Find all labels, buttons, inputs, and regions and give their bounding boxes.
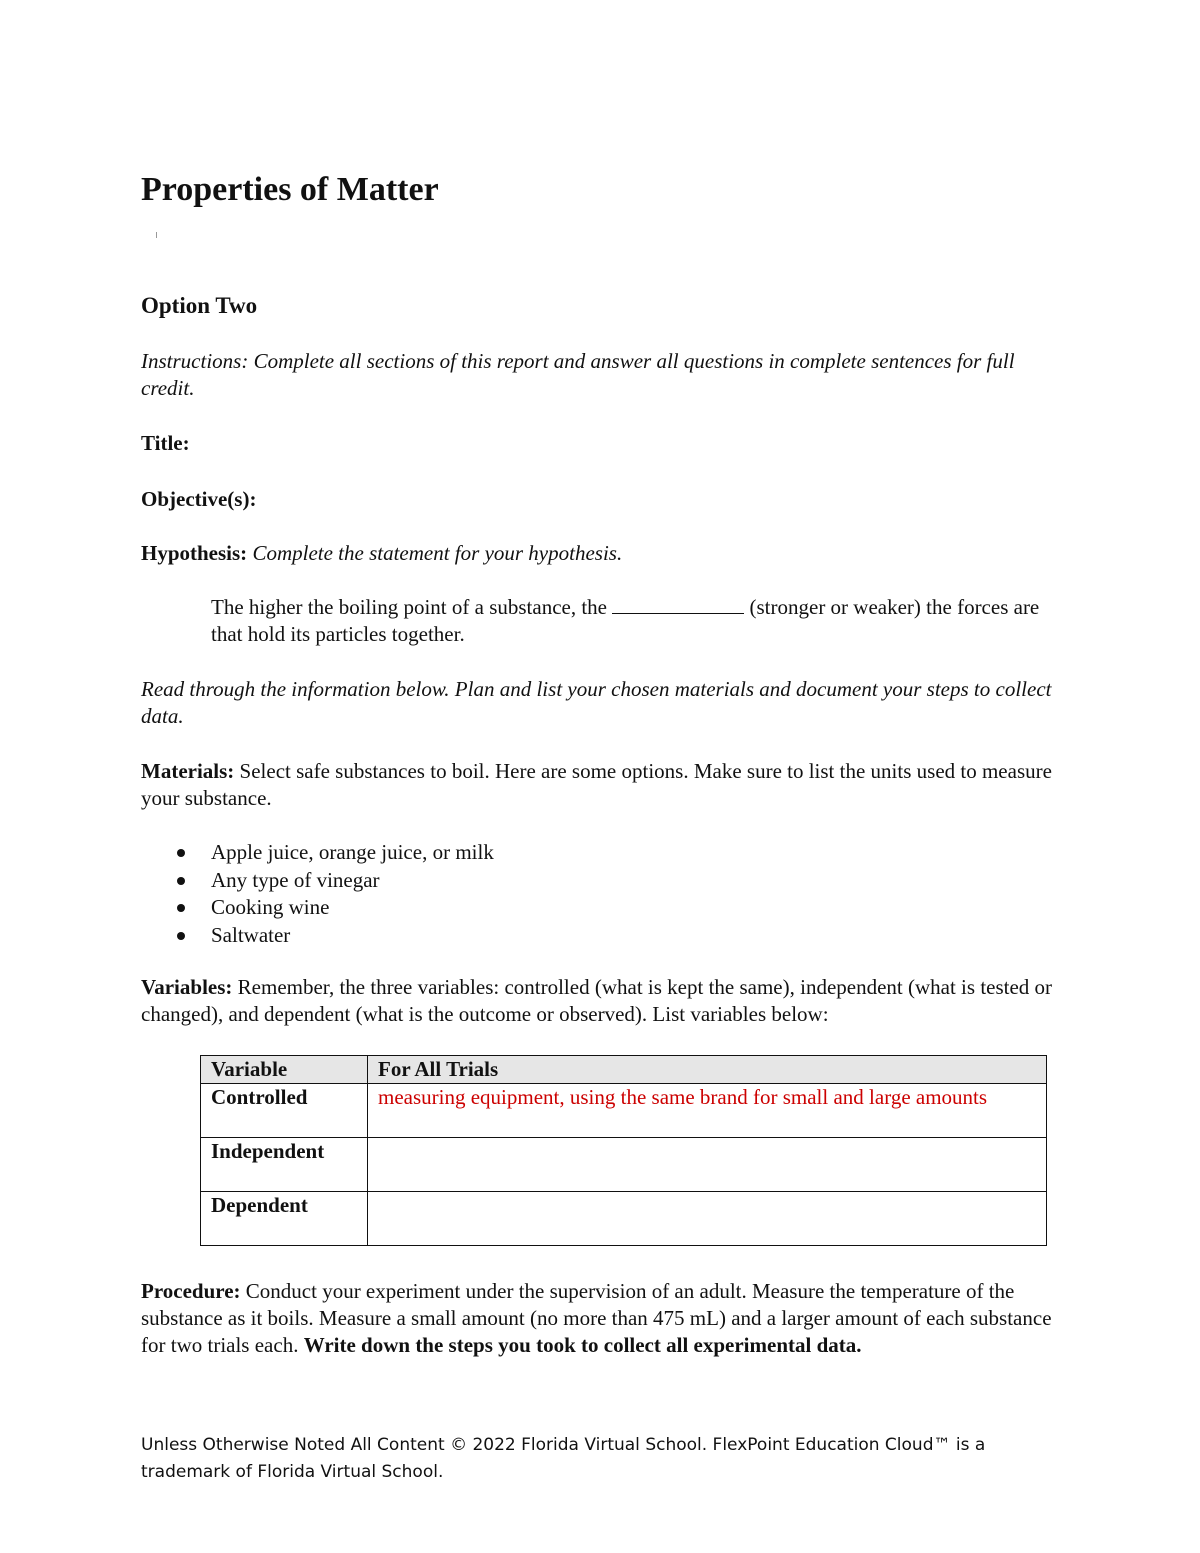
table-row [201, 1192, 1047, 1246]
procedure-paragraph [141, 1278, 1061, 1359]
variables-label: Variables: [141, 975, 233, 999]
list-item [141, 839, 1061, 867]
materials-label: Materials: [141, 759, 235, 783]
header-for-all-trials: For All Trials [368, 1056, 1047, 1084]
list-item-text: Saltwater [211, 922, 291, 947]
row-label-dependent: Dependent [201, 1192, 368, 1246]
hypothesis-statement [211, 594, 1061, 648]
row-label-independent: Independent [201, 1138, 368, 1192]
bullet-icon [177, 849, 185, 857]
hypothesis-label: Hypothesis: [141, 541, 248, 565]
materials-paragraph [141, 758, 1061, 812]
procedure-emphasis: Write down the steps you took to collect all experimental data. [303, 1333, 862, 1357]
document-body [141, 168, 1061, 1357]
table-row [201, 1138, 1047, 1192]
bullet-icon [177, 877, 185, 885]
list-item-text: Any type of vinegar [211, 867, 380, 892]
hypothesis-statement-before: The higher the boiling point of a substance, the [211, 595, 607, 619]
independent-value[interactable] [368, 1138, 1047, 1192]
variables-paragraph [141, 974, 1061, 1028]
margin-mark [156, 232, 157, 238]
list-item [141, 867, 1061, 895]
hypothesis-statement-after: (stronger or weaker) the forces are that hold its particles together. [211, 595, 1040, 646]
table-header-row [201, 1056, 1047, 1084]
instructions-text: Instructions: Complete all sections of this report and answer all questions in complete sentences for full credit. [141, 349, 1015, 400]
hypothesis-line [141, 540, 1061, 567]
bullet-icon [177, 932, 185, 940]
bullet-icon [177, 904, 185, 912]
option-heading: Option Two [141, 293, 258, 318]
variables-table [200, 1055, 1047, 1246]
list-item [141, 894, 1061, 922]
hypothesis-blank[interactable] [612, 595, 744, 614]
document-title: Properties of Matter [141, 171, 439, 208]
objectives-label: Objective(s): [141, 487, 257, 511]
controlled-value[interactable]: measuring equipment, using the same brand for small and large amounts [368, 1084, 1047, 1138]
table-row [201, 1084, 1047, 1138]
list-item-text: Apple juice, orange juice, or milk [211, 840, 494, 864]
variables-text: Remember, the three variables: controlled (what is kept the same), independent (what is tested or changed), and dependent (what is the outcome or observed). List variables below: [141, 975, 1053, 1026]
copyright-footer: Unless Otherwise Noted All Content © 2022 Florida Virtual School. FlexPoint Education Cloud™ is a trademark of Florida Virtual School. [141, 1435, 986, 1482]
materials-list-block [141, 839, 1061, 949]
materials-text: Select safe substances to boil. Here are some options. Make sure to list the units used to measure your substance. [141, 759, 1052, 810]
procedure-text: Conduct your experiment under the supervision of an adult. Measure the temperature of the substance as it boils. Measure a small amount (no more than 475 mL) and a larger amount of each substance for two trials each. [141, 1279, 1052, 1357]
hypothesis-prompt: Complete the statement for your hypothesis. [252, 541, 623, 565]
materials-list [141, 839, 1061, 949]
row-label-controlled: Controlled [201, 1084, 368, 1138]
title-label: Title: [141, 431, 190, 455]
list-item-text: Cooking wine [211, 895, 330, 919]
list-item [141, 922, 1061, 950]
procedure-label: Procedure: [141, 1279, 241, 1303]
plan-note: Read through the information below. Plan and list your chosen materials and document your steps to collect data. [141, 677, 1052, 728]
header-variable: Variable [201, 1056, 368, 1084]
dependent-value[interactable] [368, 1192, 1047, 1246]
